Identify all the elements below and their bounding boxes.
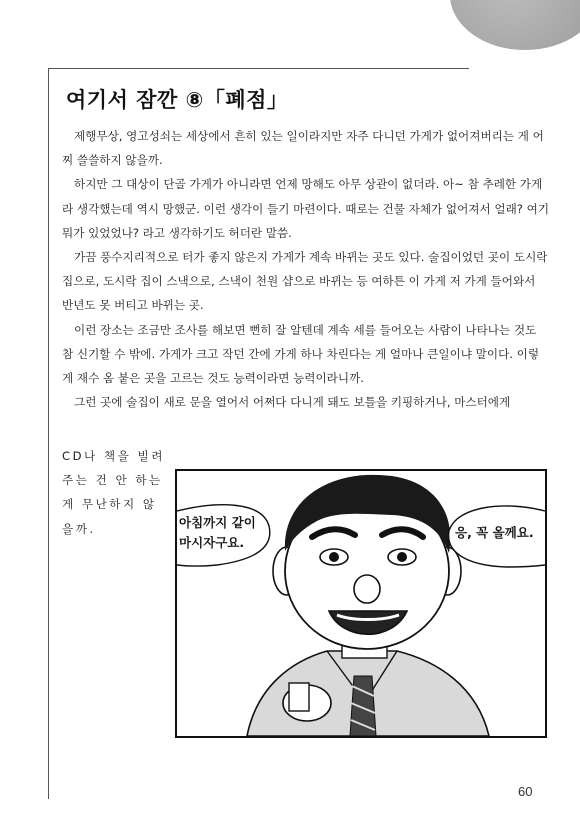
speech-line: 마시자구요. <box>179 535 245 550</box>
text-line: 을까. <box>62 521 96 536</box>
text-line: 주는 건 안 하는 <box>62 473 163 488</box>
speech-line: 아침까지 같이 <box>179 515 256 530</box>
speech-bubble-left <box>179 513 256 553</box>
paragraph: 가끔 풍수지리적으로 터가 좋지 않은지 가게가 계속 바뀌는 곳도 있다. 술집이었던 곳이 도시락 집으로, 도시락 집이 스낵으로, 스낵이 천원 샵으로 바뀌는 등 여하튼 이 가게 저 가게 들어와서 반년도 못 버티고 바뀌는 곳. <box>62 250 548 313</box>
speech-bubble-right: 응, 꼭 올께요. <box>455 525 534 540</box>
manga-panel <box>175 469 547 738</box>
character-drawing <box>177 471 545 736</box>
paragraph: 제행무상, 영고성쇠는 세상에서 흔히 있는 일이라지만 자주 다니던 가게가 없어져버리는 게 어찌 쓸쓸하지 않을까. <box>62 129 544 168</box>
body-text <box>62 124 550 414</box>
paragraph: 하지만 그 대상이 단골 가게가 아니라면 언제 망해도 아무 상관이 없더라. 아~ 참 추레한 가게라 생각했는데 역시 망했군. 이런 생각이 들기 마련이다. 때로는 건물 자체가 없어져서 얼래? 여기 뭐가 있었었나? 라고 생각하기도 허더란 말씀. <box>62 177 550 240</box>
wrapped-text <box>62 444 165 541</box>
paragraph: 그런 곳에 술집이 새로 문을 열어서 어쩌다 다니게 돼도 보틀을 키핑하거나, 마스터에게 <box>74 395 511 410</box>
paragraph: 이런 장소는 조금만 조사를 해보면 뻔히 잘 알텐데 계속 세를 들어오는 사람이 나타나는 것도 참 신기할 수 밖에. 가게가 크고 작던 간에 가게 하나 차린다는 게 얼마나 큰일이냐 말이다. 이렇게 재수 옴 붙은 곳을 고르는 것도 능력이라면 능력이라니까. <box>62 322 540 386</box>
page-number: 60 <box>518 784 533 799</box>
text-line: CD나 책을 빌려 <box>62 449 165 463</box>
corner-decoration <box>450 0 580 50</box>
text-line: 게 무난하지 않 <box>62 497 157 512</box>
section-title: 여기서 잠깐 ⑧「폐점」 <box>66 88 289 112</box>
